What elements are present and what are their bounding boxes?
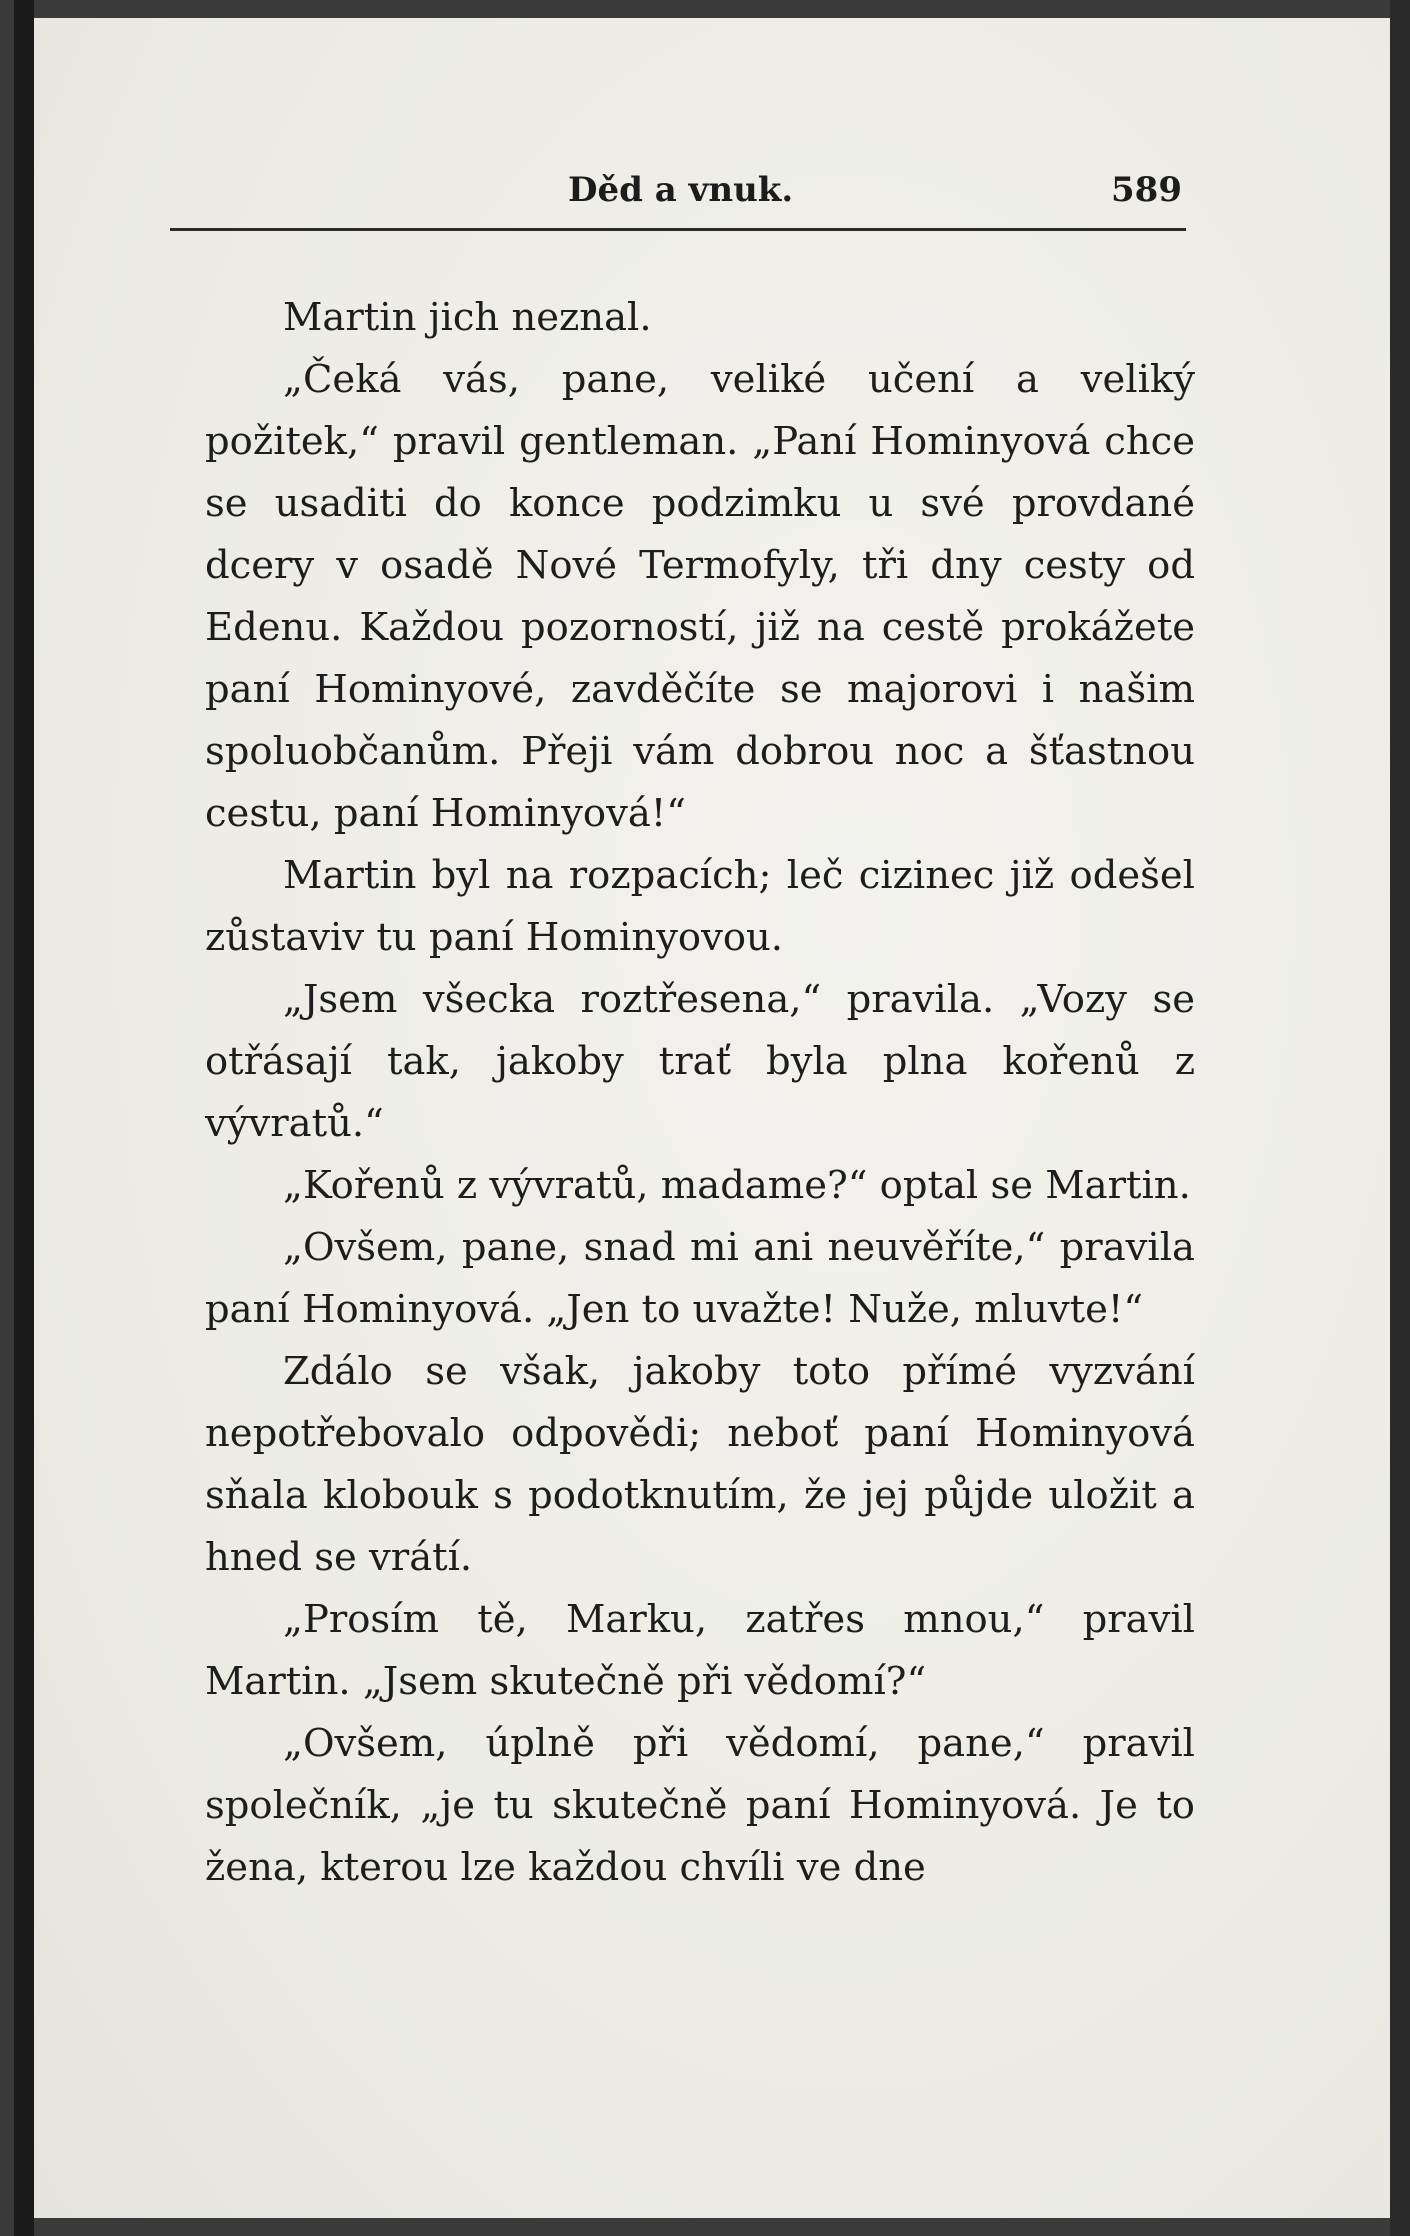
page-number: 589	[1111, 170, 1182, 210]
paragraph: „Čeká vás, pane, veliké učení a veliký požitek,“ pravil gentleman. „Paní Hominyová chce se usaditi do konce podzimku u své provdané dcery v osadě Nové Termofyly, tři dny cesty od Edenu. Každou pozorností, již na cestě prokážete paní Hominyové, zavděčíte se majorovi i našim spoluobčanům. Přeji vám dobrou noc a šťastnou cestu, paní Hominyová!“	[205, 357, 1195, 836]
paragraph: Martin jich neznal.	[283, 295, 652, 340]
paragraph: „Jsem všecka roztřesena,“ pravila. „Vozy se otřásají tak, jakoby trať byla plna kořenů z vývratů.“	[205, 977, 1195, 1146]
paragraph: „Kořenů z vývratů, madame?“ optal se Martin.	[283, 1163, 1191, 1208]
paragraph: Martin byl na rozpacích; leč cizinec již odešel zůstaviv tu paní Hominyovou.	[205, 853, 1195, 960]
page-header	[168, 162, 1188, 222]
body-text	[205, 287, 1195, 1899]
paragraph: Zdálo se však, jakoby toto přímé vyzvání nepotřebovalo odpovědi; neboť paní Hominyová sňala klobouk s podotknutím, že jej půjde uložit a hned se vrátí.	[205, 1349, 1195, 1580]
paragraph: „Ovšem, pane, snad mi ani neuvěříte,“ pravila paní Hominyová. „Jen to uvažte! Nuže, mluvte!“	[205, 1225, 1195, 1332]
running-title: Děd a vnuk.	[568, 170, 794, 210]
page-edge-left	[14, 0, 34, 2236]
header-rule	[170, 228, 1186, 231]
page-edge-right	[1390, 0, 1410, 2236]
paragraph: „Ovšem, úplně při vědomí, pane,“ pravil společník, „je tu skutečně paní Hominyová. Je to žena, kterou lze každou chvíli ve dne	[205, 1721, 1195, 1890]
paragraph: „Prosím tě, Marku, zatřes mnou,“ pravil Martin. „Jsem skutečně při vědomí?“	[205, 1597, 1195, 1704]
